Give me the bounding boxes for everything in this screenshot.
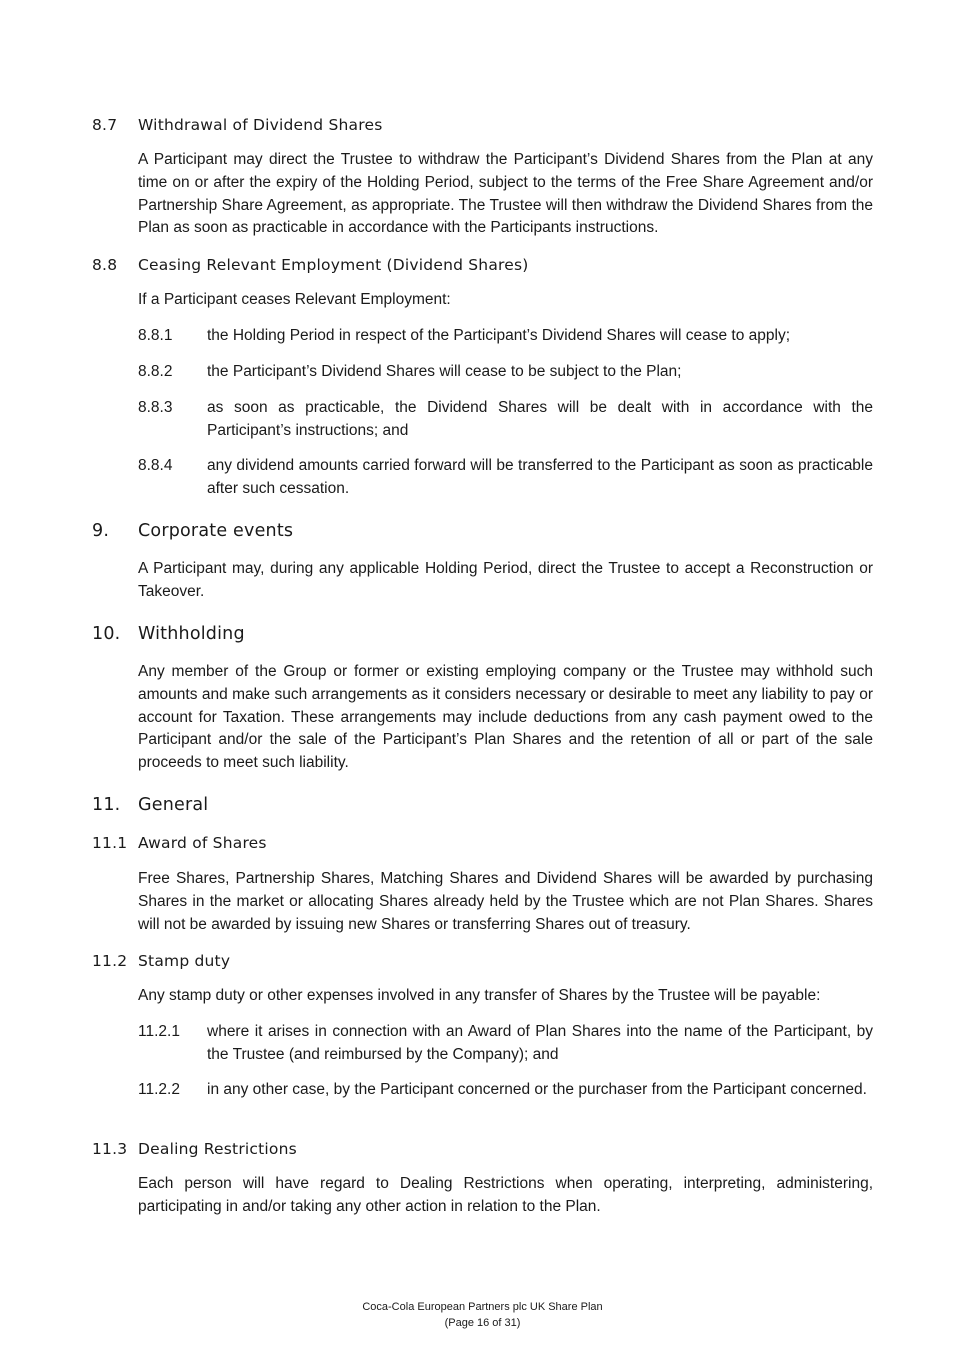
section-body-8-7: A Participant may direct the Trustee to withdraw the Participant’s Dividend Shares from the Plan at any time on or after the expiry of the Holding Period, subject to the terms of the Free Share Agreement and/or Partnership Share Agreement, as appropriate. The Trustee will then withdraw the Dividend Shares from the Plan as soon as practicable in accordance with the Participants instructions. [138,151,873,237]
list-item-text: where it arises in connection with an Award of Plan Shares into the name of the Participant, by the Trustee (and reimbursed by the Company); and [207,1023,873,1063]
section-number: 9. [92,521,110,541]
section-heading-8-7 [92,115,382,135]
list-item [138,455,873,501]
section-heading-11 [92,795,208,815]
page-footer [0,1300,965,1331]
list-item-number: 8.8.4 [138,457,173,474]
section-number: 11.2 [92,952,128,970]
section-intro-11-2: Any stamp duty or other expenses involved in any transfer of Shares by the Trustee will be payable: [138,987,821,1004]
section-number: 8.8 [92,256,118,274]
section-title: Withholding [138,624,245,644]
section-body-11-1: Free Shares, Partnership Shares, Matching Shares and Dividend Shares will be awarded by purchasing Shares in the market or allocating Shares already held by the Trustee which are not Plan Shares. Shares will not be awarded by issuing new Shares or transferring Shares out of treasury. [138,870,873,933]
section-number: 11.1 [92,834,128,852]
section-title: Withdrawal of Dividend Shares [138,116,383,134]
section-number: 11. [92,795,121,815]
section-title: Ceasing Relevant Employment (Dividend Shares) [138,256,529,274]
section-number: 8.7 [92,116,118,134]
section-intro-8-8: If a Participant ceases Relevant Employment: [138,291,451,308]
list-item-text: any dividend amounts carried forward will be transferred to the Participant as soon as practicable after such cessation. [207,457,873,497]
section-heading-9 [92,521,293,541]
list-item-text: as soon as practicable, the Dividend Shares will be dealt with in accordance with the Participant’s instructions; and [207,399,873,439]
list-item-text: the Holding Period in respect of the Participant’s Dividend Shares will cease to apply; [207,327,791,344]
list-item [138,361,873,384]
list-item-text: in any other case, by the Participant concerned or the purchaser from the Participant concerned. [207,1081,867,1098]
section-heading-11-1 [92,833,267,853]
list-item-number: 11.2.2 [138,1081,180,1098]
section-title: Stamp duty [138,952,231,970]
list-item-number: 8.8.2 [138,363,173,380]
section-title: Award of Shares [138,834,267,852]
section-number: 10. [92,624,121,644]
section-title: General [138,795,209,815]
section-body-11-3: Each person will have regard to Dealing Restrictions when operating, interpreting, administering, participating in and/or taking any other action in relation to the Plan. [138,1175,873,1215]
list-item [138,1079,873,1102]
section-heading-8-8 [92,255,529,275]
section-heading-10 [92,624,245,644]
list-item-text: the Participant’s Dividend Shares will cease to be subject to the Plan; [207,363,682,380]
list-item [138,325,873,348]
section-body-9: A Participant may, during any applicable Holding Period, direct the Trustee to accept a Reconstruction or Takeover. [138,560,873,600]
list-item [138,1021,873,1067]
section-title: Dealing Restrictions [138,1140,297,1158]
section-heading-11-3 [92,1139,297,1159]
list-item-number: 11.2.1 [138,1023,180,1040]
footer-page-number: (Page 16 of 31) [444,1316,521,1329]
list-item [138,397,873,443]
section-title: Corporate events [138,521,294,541]
list-item-number: 8.8.1 [138,327,173,344]
footer-document-title: Coca-Cola European Partners plc UK Share Plan [362,1301,603,1313]
list-item-number: 8.8.3 [138,399,173,416]
section-number: 11.3 [92,1140,128,1158]
section-heading-11-2 [92,951,230,971]
section-body-10: Any member of the Group or former or existing employing company or the Trustee may withhold such amounts and make such arrangements as it considers necessary or desirable to meet any liability to pay or account for Taxation. These arrangements may include deductions from any cash payment owed to the Participant and/or the sale of the Participant’s Plan Shares and the retention of all or part of the sale proceeds to meet such liability. [138,663,873,772]
